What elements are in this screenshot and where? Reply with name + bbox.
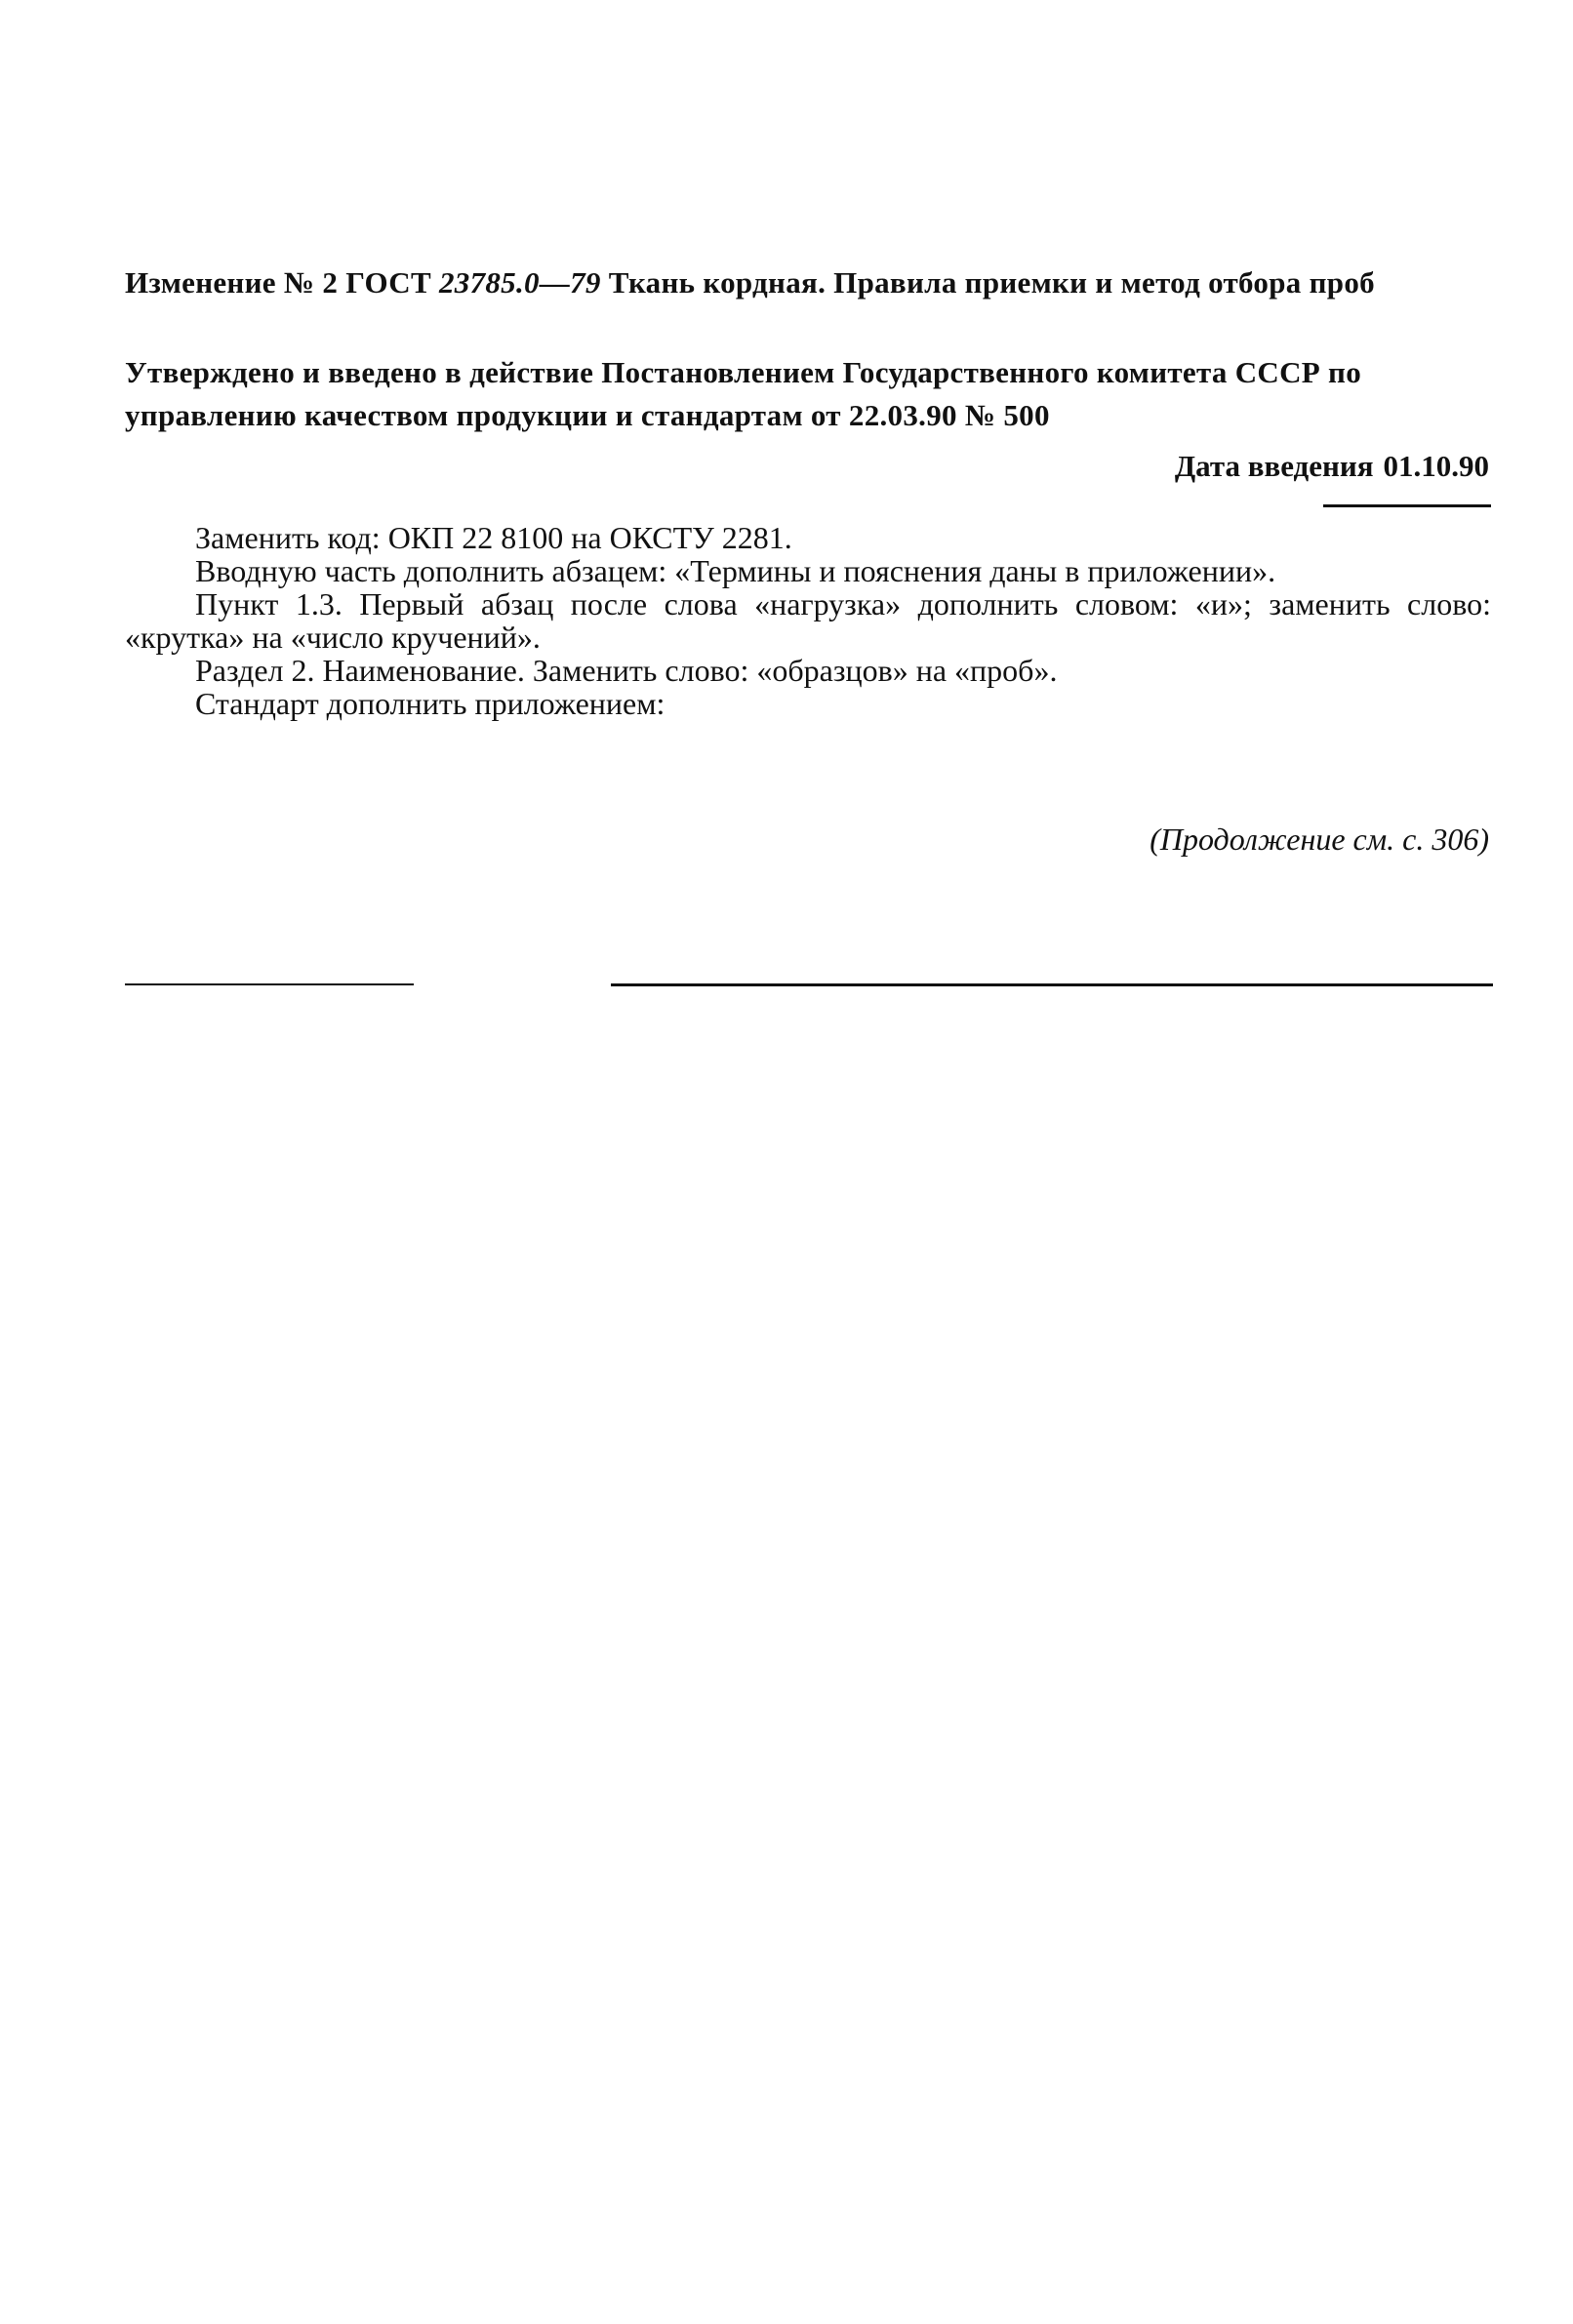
date-underline xyxy=(1323,504,1491,507)
introduction-date xyxy=(1175,445,1489,488)
separator-rule-long xyxy=(611,983,1493,986)
title-suffix: Ткань кордная. Правила приемки и метод отбора проб xyxy=(600,265,1375,300)
paragraph: Вводную часть дополнить абзацем: «Термины и пояснения даны в приложении». xyxy=(195,553,1276,588)
date-label: Дата введения xyxy=(1174,449,1374,483)
title-prefix: Изменение № 2 ГОСТ xyxy=(125,265,439,300)
paragraph: Пункт 1.3. Первый абзац после слова «нагрузка» дополнить словом: «и»; заменить слово: «крутка» на «число кручений». xyxy=(125,586,1491,655)
paragraph: Стандарт дополнить приложением: xyxy=(195,686,666,721)
amendment-body xyxy=(125,521,1491,720)
gost-code: 23785.0—79 xyxy=(438,265,601,300)
separator-rule-short xyxy=(125,983,414,985)
amendment-title xyxy=(125,261,1491,304)
paragraph: Раздел 2. Наименование. Заменить слово: «образцов» на «проб». xyxy=(195,653,1058,688)
paragraph: Заменить код: ОКП 22 8100 на ОКСТУ 2281. xyxy=(195,520,792,555)
date-value: 01.10.90 xyxy=(1383,449,1489,483)
continuation-note: (Продолжение см. с. 306) xyxy=(1150,821,1489,857)
approval-statement: Утверждено и введено в действие Постановлением Государственного комитета СССР по управлению качеством продукции и стандартам от 22.03.90 № 500 xyxy=(125,355,1362,432)
